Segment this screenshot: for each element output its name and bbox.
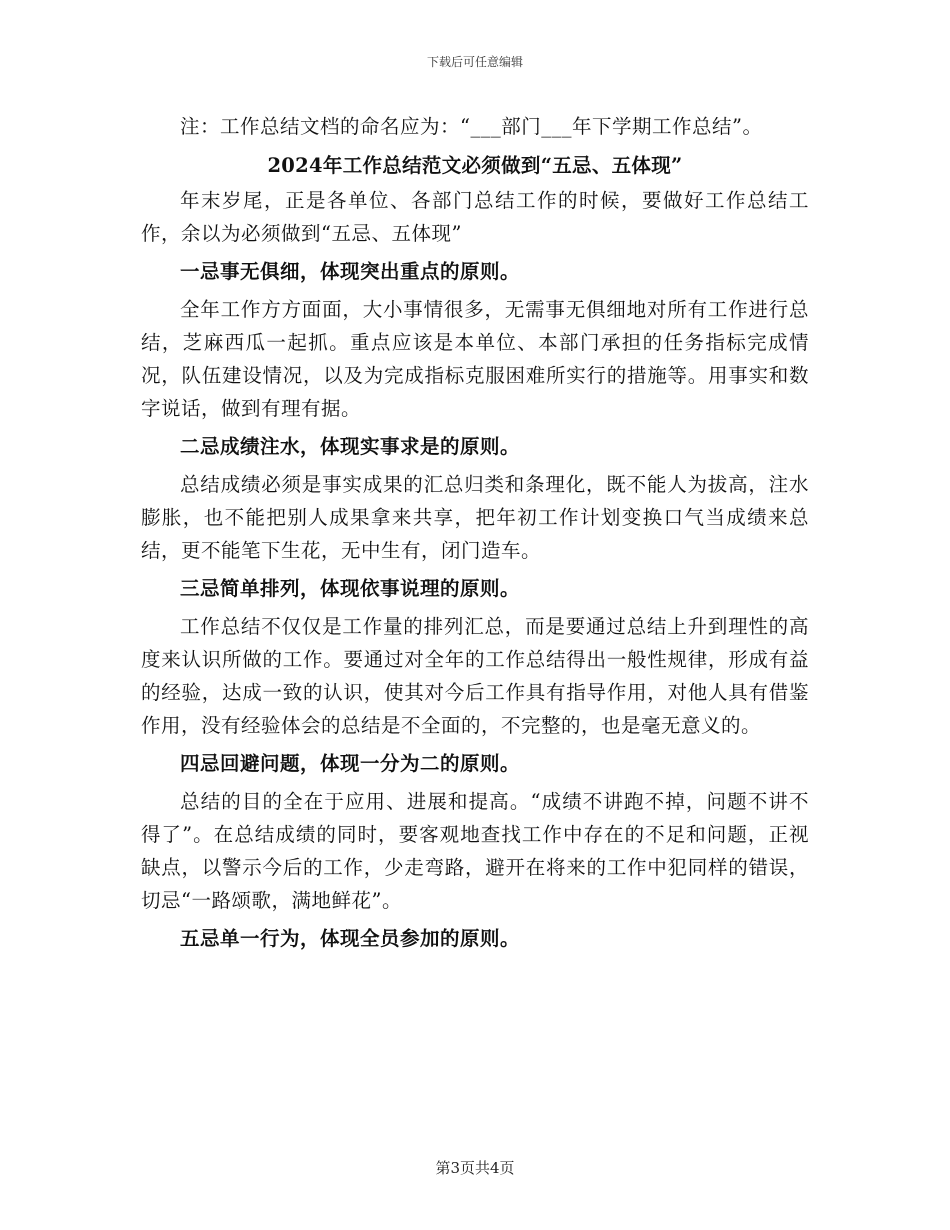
document-title: 2024年工作总结范文必须做到“五忌、五体现”	[267, 154, 683, 177]
intro-paragraph: 年末岁尾，正是各单位、各部门总结工作的时候，要做好工作总结工作，余以为必须做到“五忌、五体现”	[141, 189, 809, 245]
section-heading-4: 四忌回避问题，体现一分为二的原则。	[180, 752, 521, 775]
section-body-1: 全年工作方方面面，大小事情很多，无需事无俱细地对所有工作进行总结，芝麻西瓜一起抓。重点应该是本单位、本部门承担的任务指标完成情况，队伍建设情况，以及为完成指标克服困难所实行的措施等。用事实和数字说话，做到有理有据。	[141, 298, 809, 420]
section-body-2: 总结成绩必须是事实成果的汇总归类和条理化，既不能人为拔高，注水膨胀，也不能把别人成果拿来共享，把年初工作计划变换口气当成绩来总结，更不能笔下生花，无中生有，闭门造车。	[141, 473, 809, 562]
section-heading-1: 一忌事无俱细，体现突出重点的原则。	[180, 260, 521, 283]
section-body-4: 总结的目的全在于应用、进展和提高。“成绩不讲跑不掉，问题不讲不得了”。在总结成绩的同时，要客观地查找工作中存在的不足和问题，正视缺点，以警示今后的工作，少走弯路，避开在将来的工作中犯同样的错误，切忌“一路颂歌，满地鲜花”。	[141, 790, 809, 912]
note-paragraph: 注：工作总结文档的命名应为：“___部门___年下学期工作总结”。	[180, 115, 763, 138]
section-heading-2: 二忌成绩注水，体现实事求是的原则。	[180, 435, 521, 458]
page-header: 下载后可任意编辑	[426, 55, 523, 69]
section-body-3: 工作总结不仅仅是工作量的排列汇总，而是要通过总结上升到理性的高度来认识所做的工作。要通过对全年的工作总结得出一般性规律，形成有益的经验，达成一致的认识，使其对今后工作具有指导作用，对他人具有借鉴作用，没有经验体会的总结是不全面的，不完整的，也是毫无意义的。	[141, 615, 809, 737]
section-heading-5: 五忌单一行为，体现全员参加的原则。	[180, 927, 521, 950]
page-footer: 第3页共4页	[435, 1159, 515, 1177]
section-heading-3: 三忌简单排列，体现依事说理的原则。	[180, 577, 521, 600]
document-body	[141, 110, 809, 960]
